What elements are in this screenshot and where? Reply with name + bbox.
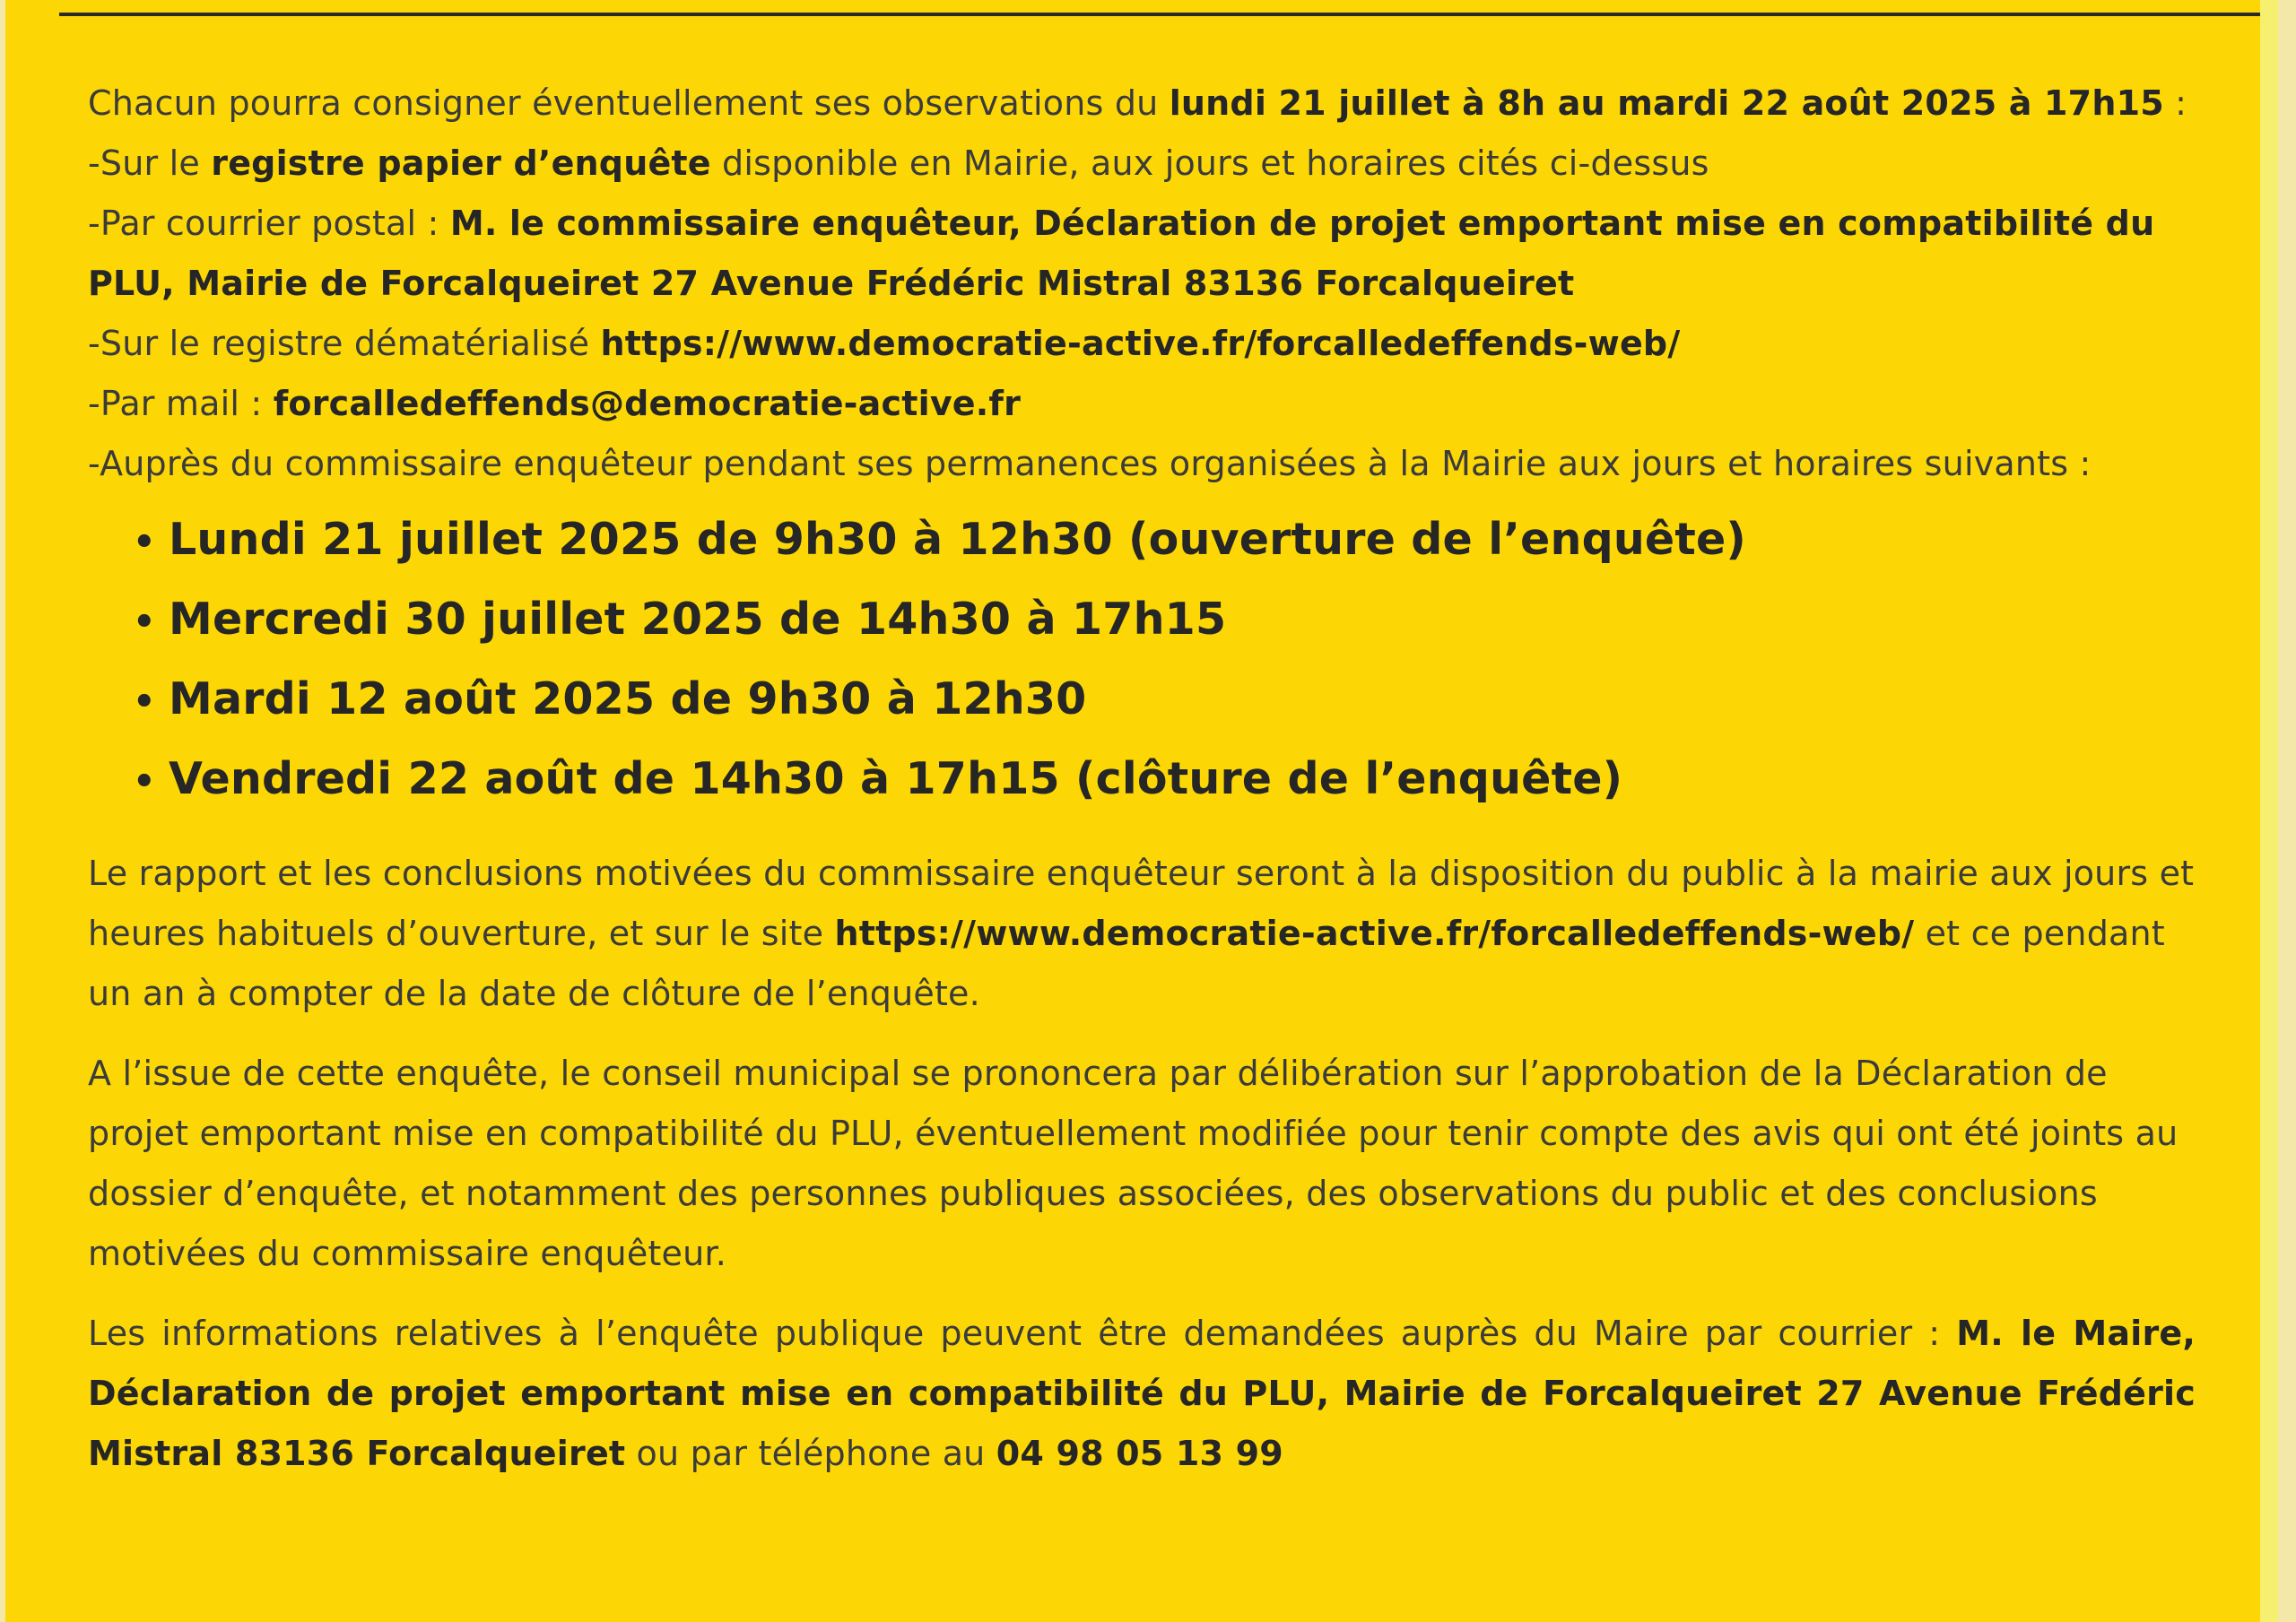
bullet-icon: •	[133, 681, 156, 723]
option-prefix: -Sur le	[88, 143, 212, 183]
contact-email: forcalledeffends@democratie-active.fr	[273, 384, 1022, 423]
report-text-end: et ce pendant un an à compter de la date de clôture de l’enquête.	[88, 914, 2165, 1013]
option-prefix: -Sur le registre dématérialisé	[88, 324, 601, 363]
mayor-address: M. le Maire, Déclaration de projet emportant mise en compatibilité du PLU, Mairie de Forcalqueiret 27 Avenue Frédéric Mistral 83136 Forcalqueiret	[88, 1314, 2196, 1473]
option-online-register	[88, 314, 2196, 374]
permanence-item	[88, 741, 2196, 820]
report-paragraph	[88, 844, 2196, 1024]
information-paragraph	[88, 1304, 2196, 1484]
option-prefix: -Par courrier postal :	[88, 204, 450, 243]
permanence-text: Lundi 21 juillet 2025 de 9h30 à 12h30 (ouverture de l’enquête)	[169, 514, 1747, 565]
notice-body	[88, 74, 2196, 1504]
register-url: https://www.democratie-active.fr/forcalledeffends-web/	[600, 324, 1681, 363]
option-text: disponible en Mairie, aux jours et horaires cités ci-dessus	[710, 143, 1709, 183]
bullet-icon: •	[133, 602, 156, 643]
option-in-person: -Auprès du commissaire enquêteur pendant ses permanences organisées à la Mairie aux jours et horaires suivants :	[88, 444, 2092, 483]
permanence-text: Vendredi 22 août de 14h30 à 17h15 (clôture de l’enquête)	[169, 753, 1623, 804]
permanence-text: Mercredi 30 juillet 2025 de 14h30 à 17h15	[169, 594, 1227, 645]
permanence-list	[88, 501, 2196, 820]
phone-intro: ou par téléphone au	[625, 1434, 996, 1473]
permanence-item	[88, 581, 2196, 661]
report-url: https://www.democratie-active.fr/forcalledeffends-web/	[834, 914, 1915, 953]
bullet-icon: •	[133, 522, 156, 563]
report-text: Le rapport et les conclusions motivées du commissaire enquêteur seront à la disposition du public à la mairie aux jours et heures habituels d’ouverture, et sur le site	[88, 854, 2195, 953]
permanence-text: Mardi 12 août 2025 de 9h30 à 12h30	[169, 673, 1087, 724]
page-edge	[2260, 0, 2278, 1622]
paper-register-label: registre papier d’enquête	[211, 143, 711, 183]
option-prefix: -Par mail :	[88, 384, 274, 423]
option-postal-mail	[88, 194, 2196, 314]
top-rule	[59, 13, 2278, 16]
intro-colon: :	[2163, 83, 2187, 123]
council-paragraph: A l’issue de cette enquête, le conseil municipal se prononcera par délibération sur l’approbation de la Déclaration de projet emportant mise en compatibilité du PLU, éventuellement modifiée pour tenir compte des avis qui ont été joints au dossier d’enquête, et notamment des personnes publiques associées, des observations du public et des conclusions motivées du commissaire enquêteur.	[88, 1054, 2179, 1273]
permanence-item	[88, 501, 2196, 581]
bullet-icon: •	[133, 761, 156, 802]
inquiry-period: lundi 21 juillet à 8h au mardi 22 août 2025 à 17h15	[1169, 83, 2164, 123]
information-text: Les informations relatives à l’enquête publique peuvent être demandées auprès du Maire par courrier :	[88, 1314, 1957, 1353]
observations-intro	[88, 74, 2196, 134]
intro-text: Chacun pourra consigner éventuellement ses observations du	[88, 83, 1170, 123]
postal-address: M. le commissaire enquêteur, Déclaration de projet emportant mise en compatibilité du PLU, Mairie de Forcalqueiret 27 Avenue Frédéric Mistral 83136 Forcalqueiret	[88, 204, 2155, 303]
observations-section	[88, 74, 2196, 494]
permanence-item	[88, 661, 2196, 741]
document-page	[5, 0, 2278, 1622]
phone-number: 04 98 05 13 99	[996, 1434, 1283, 1473]
option-email	[88, 374, 2196, 434]
option-paper-register	[88, 134, 2196, 194]
